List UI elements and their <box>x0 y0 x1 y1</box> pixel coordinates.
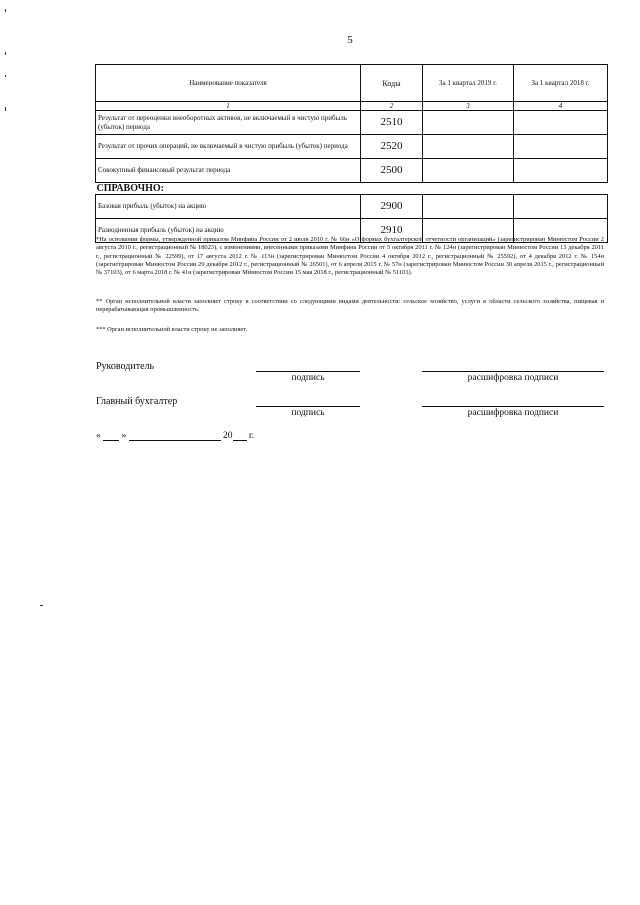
date-open-quote: « <box>96 431 101 441</box>
decoding-caption: расшифровка подписи <box>467 408 559 418</box>
director-label: Руководитель <box>96 361 155 372</box>
year-century: 20 <box>223 431 233 441</box>
financial-results-table <box>95 64 608 243</box>
row-name: Результат от прочих операций, не включаемый в чистую прибыль (убыток) периода <box>96 135 361 159</box>
value-cell-q1-2018[interactable] <box>514 195 608 219</box>
decoding-caption: расшифровка подписи <box>467 373 559 383</box>
date-close-quote: » <box>121 431 127 441</box>
value-cell-q1-2019[interactable] <box>423 159 514 183</box>
director-decoding-line[interactable] <box>422 371 604 372</box>
value-cell-q1-2018[interactable] <box>514 159 608 183</box>
row-code: 2900 <box>361 195 423 219</box>
scan-speck <box>40 605 43 606</box>
column-index: 2 <box>361 102 423 111</box>
date-line <box>96 430 254 441</box>
year-field[interactable] <box>233 430 247 441</box>
column-index: 4 <box>514 102 608 111</box>
footnote-activity-types: ** Орган исполнительной власти заполняет строку в соответствии со следующими видами деятельности: сельское хозяйство, услуги в области сельского хозяйства, пищевая и перерабатывающая промышленность. <box>96 298 604 314</box>
accountant-label: Главный бухгалтер <box>96 396 178 407</box>
value-cell-q1-2019[interactable] <box>423 135 514 159</box>
table-row <box>96 159 608 183</box>
signature-caption: подпись <box>291 373 325 383</box>
scan-speck <box>5 75 6 77</box>
header-indicator-name: Наименование показателя <box>96 65 361 102</box>
month-field[interactable] <box>129 430 221 441</box>
footnote-not-filled: *** Орган исполнительной власти строку не заполняет. <box>96 326 248 333</box>
day-field[interactable] <box>103 430 119 441</box>
footnote-form-basis: *На основании формы, утвержденной приказом Минфина России от 2 июля 2010 г. № 66н «О формах бухгалтерской отчетности организаций» (зарегистрирован Минюстом России 2 августа 2010 г., регистрационный № 18023), с изменениями, внесенными приказами Минфина России от 5 октября 2011 г. № 124н (зарегистрирован Минюстом России 13 декабря 2011 г., регистрационный № 22599), от 17 августа 2012 г. № 113н (зарегистрирован Минюстом России 4 октября 2012 г., регистрационный № 25592), от 4 декабря 2012 г. № 154н (зарегистрирован Минюстом России 29 декабря 2012 г., регистрационный № 26501), от 6 апреля 2015 г. № 57н (зарегистрирован Минюстом России 30 апреля 2015 г., регистрационный № 37103), от 6 марта 2018 г. № 41н (зарегистрирован Минюстом России 15 мая 2018 г., регистрационный № 51103). <box>96 236 604 277</box>
accountant-signature-line[interactable] <box>256 406 360 407</box>
table-row <box>96 195 608 219</box>
signature-caption: подпись <box>291 408 325 418</box>
header-q1-2019: За 1 квартал 2019 г. <box>423 65 514 102</box>
director-signature-line[interactable] <box>256 371 360 372</box>
row-name: Базовая прибыль (убыток) на акцию <box>96 195 361 219</box>
column-index: 1 <box>96 102 361 111</box>
row-name: Разводненная прибыль (убыток) на акцию <box>96 219 361 243</box>
header-codes: Коды <box>361 65 423 102</box>
table-row <box>96 111 608 135</box>
row-code: 2510 <box>361 111 423 135</box>
row-code: 2520 <box>361 135 423 159</box>
page-number: 5 <box>347 34 353 46</box>
column-index-row <box>96 102 608 111</box>
row-code: 2910 <box>361 219 423 243</box>
value-cell-q1-2019[interactable] <box>423 111 514 135</box>
value-cell-q1-2018[interactable] <box>514 135 608 159</box>
row-name: Совокупный финансовый результат периода <box>96 159 361 183</box>
header-q1-2018: За 1 квартал 2018 г. <box>514 65 608 102</box>
value-cell-q1-2019[interactable] <box>423 195 514 219</box>
table-row <box>96 135 608 159</box>
scan-speck <box>5 107 6 111</box>
reference-section-row <box>96 183 608 195</box>
scan-speck <box>5 52 6 55</box>
column-index: 3 <box>423 102 514 111</box>
scan-speck <box>5 9 6 12</box>
row-code: 2500 <box>361 159 423 183</box>
reference-section-label: СПРАВОЧНО: <box>96 183 608 195</box>
row-name: Результат от переоценки внеоборотных активов, не включаемый в чистую прибыль (убыток) периода <box>96 111 361 135</box>
accountant-decoding-line[interactable] <box>422 406 604 407</box>
year-suffix: г. <box>248 431 255 441</box>
table-header-row <box>96 65 608 102</box>
value-cell-q1-2018[interactable] <box>514 111 608 135</box>
